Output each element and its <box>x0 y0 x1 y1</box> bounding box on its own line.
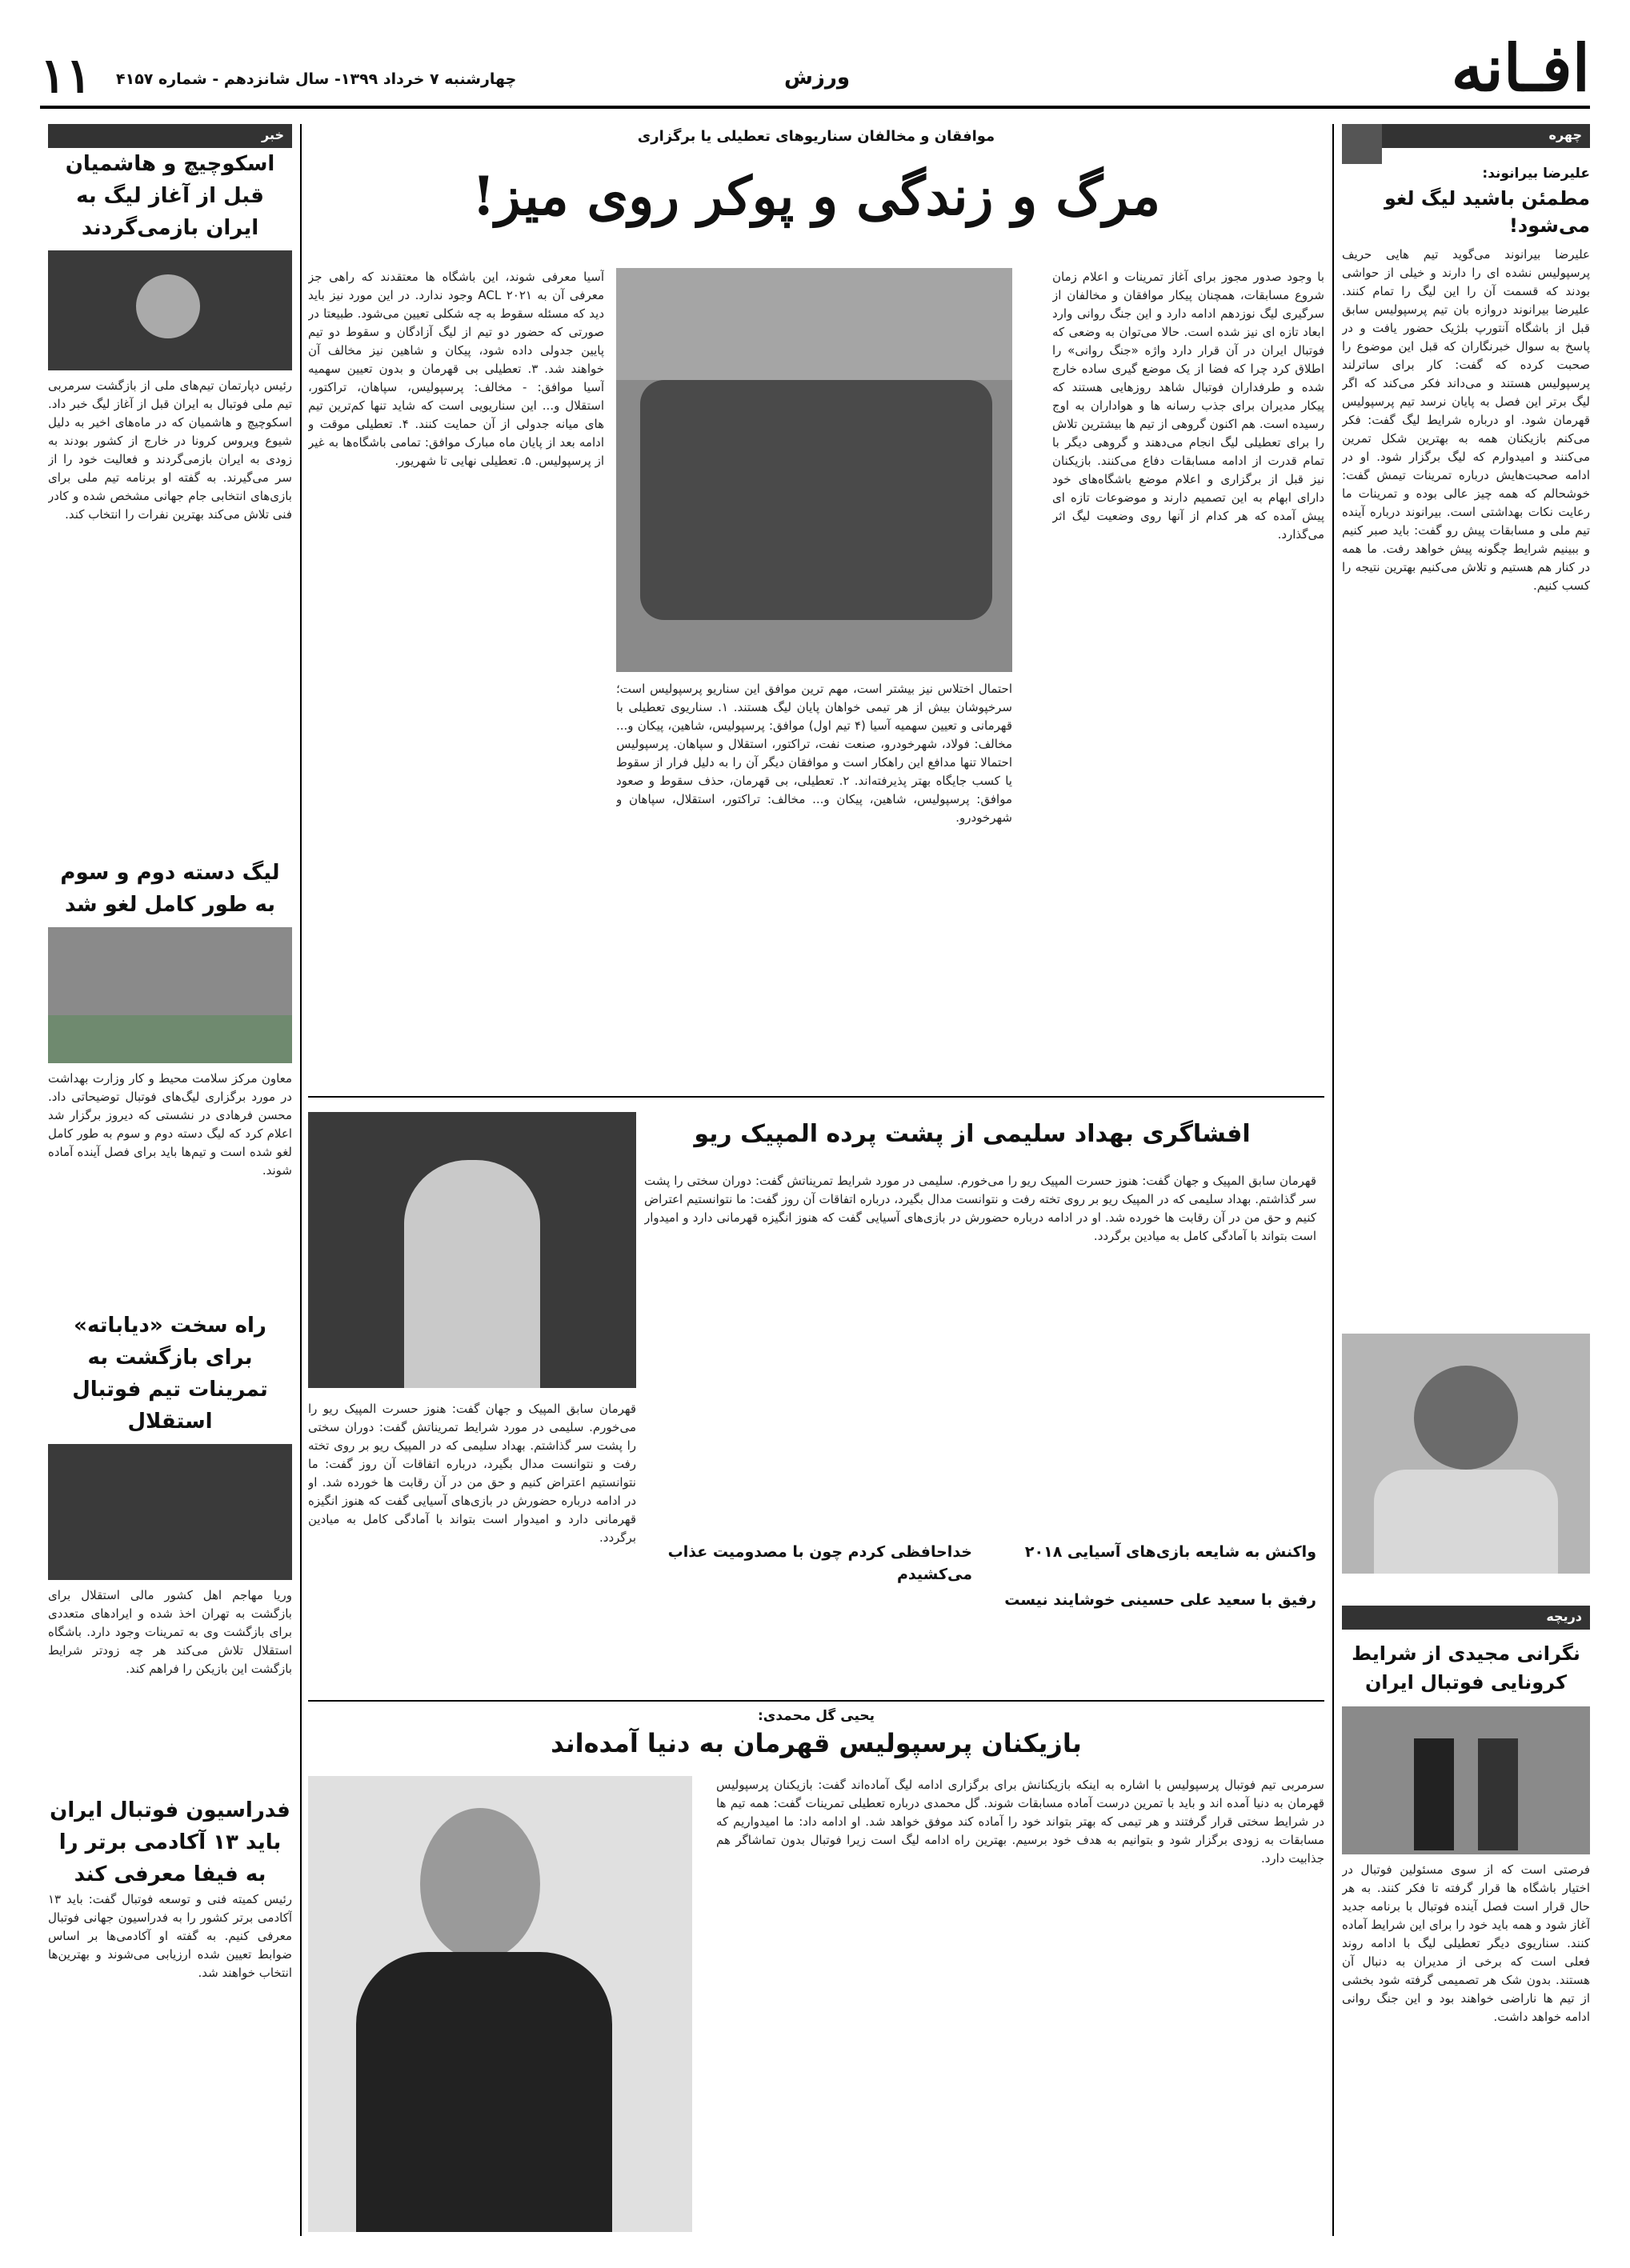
column-divider <box>300 124 302 2236</box>
salimi-body: قهرمان سابق المپیک و جهان گفت: هنوز حسرت المپیک ریو را می‌خورم. سلیمی در مورد شرایط تمریناتش گفت: دوران سختی را پشت سر گذاشتم. بهداد سلیمی که در المپیک ریو بر روی تخته رفت و نتوانست مدال بگیرد، درباره اتفاقات آن روز گفت: ما نتوانستیم اعتراض کنیم و حق من در آن رقابت ها خورده شد. او در ادامه درباره حضورش در بازی‌های آسیایی گفت که هنوز انگیزه قهرمانی دارد و امیدوار است بتواند با آمادگی کامل به میادین برگردد. <box>644 1174 1316 1243</box>
newspaper-logo: افـانه <box>1451 30 1590 106</box>
article-body: علیرضا بیرانوند می‌گوید تیم هایی حریف پرسپولیس نشده ای را دارند و خیلی از حواشی بودند که قسمت آن را این لیگ را تمام کنند. علیرضا بیرانوند دروازه بان تیم پرسپولیس سابق قبل از باشگاه آنتورپ بلژیک حضور یافت و در پاسخ به سوال خبرنگاران که قبل این موضوع را صحبت کرده که گفت: کار برای ساترلند پرسپولیس هستند و می‌داند فکر می‌کند که اگر لیگ برتر این فصل به پایان نرسد تیم پرسپولیس قهرمان شود. او درباره شرایط لیگ گفت: فکر می‌کنم بازیکنان همه به بهترین شکل تمرین می‌کنند و امیدوارم که لیگ برگزار شود. او در ادامه صحبت‌هایش درباره تمرینات تیمش گفت: خوشحالم که همه چیز عالی بوده و تمرینات ما رعایت نکات بهداشتی است. بیرانوند درباره آینده تیم ملی و مسابقات پیش رو گفت: باید صبر کنیم و ببینیم شرایط چگونه پیش خواهد رفت. ما همه در کنار هم هستیم و تلاش می‌کنیم بهترین نتیجه را کسب کنیم. <box>1342 247 1590 593</box>
news-body-3: وریا مهاجم اهل کشور مالی استقلال برای بازگشت به تهران اخذ شده و ایرادهای متعددی برای بازگشت وی به تمرینات وجود دارد. باشگاه استقلال تلاش می‌کند هر چه زودتر شرایط بازگشت این بازیکن را فراهم کند. <box>48 1588 292 1676</box>
salimi-sub-1: واکنش به شایعه بازی‌های آسیایی ۲۰۱۸ <box>1024 1543 1316 1561</box>
golmohammadi-story <box>308 1708 1324 2236</box>
news-tag: خبر <box>48 124 292 148</box>
masthead <box>40 30 1590 109</box>
section-tag: چهره <box>1342 124 1590 148</box>
portrait-icon <box>1342 124 1382 164</box>
coach-photo <box>1342 1706 1590 1854</box>
kicker: موافقان و مخالفان سناریوهای تعطیلی یا برگزاری <box>637 128 995 145</box>
main-title: مرگ و زندگی و پوکر روی میز! <box>471 165 1161 227</box>
salimi-story <box>308 1104 1324 1696</box>
news-photo-2 <box>48 927 292 1063</box>
section-divider <box>308 1700 1324 1702</box>
page-number: ۱۱ <box>40 48 92 104</box>
right-column <box>1342 124 1590 2236</box>
news-photo-1 <box>48 250 292 370</box>
article-column-3: آسیا معرفی شوند، این باشگاه ها معتقدند که راهی جز معرفی آن به ACL ۲۰۲۱ وجود ندارد. در این مورد نیز باید دید که مسئله سقوط به چه شکلی تعیین می‌شود. طبیعتا در صورتی که حضور دو تیم از لیگ آزادگان و سقوط دو تیم پایین جدولی داده شود، پیکان و شاهین نیز مخالف آن خواهند شد. ۳. تعطیلی بی قهرمان و بدون تعیین سهمیه آسیا موافق: - مخالف: پرسپولیس، سپاهان، تراکتور، استقلال و... این سناریویی است که شاید تنها کم‌ترین تیم های میانه جدولی از آن حمایت کنند. ۴. تعطیلی موقت و ادامه بعد از پایان ماه مبارک موافق: تمامی باشگاه‌ها به غیر از پرسپولیس. ۵. تعطیلی نهایی تا شهریور. <box>308 270 604 468</box>
main-article <box>308 128 1324 1088</box>
news-headline-3: راه سخت «دیاباته» برای بازگشت به تمرینات تیم فوتبال استقلال <box>72 1314 268 1434</box>
byline: علیرضا بیرانوند: <box>1482 166 1590 182</box>
salimi-sub-3: رفیق با سعید علی حسینی خوشایند نیست <box>1004 1591 1316 1609</box>
section-tag-bottom: دریچه <box>1342 1606 1590 1630</box>
news-headline-4: فدراسیون فوتبال ایران باید ۱۳ آکادمی برتر را به فیفا معرفی کند <box>50 1798 290 1886</box>
left-column <box>48 124 292 2236</box>
salimi-headline: افشاگری بهداد سلیمی از پشت پرده المپیک ریو <box>694 1120 1251 1148</box>
golmohammadi-photo <box>308 1776 692 2232</box>
bottom-body: فرصتی است که از سوی مسئولین فوتبال در اختیار باشگاه ها قرار گرفته تا فکر کنند. به هر حال قرار است فصل آینده فوتبال با برنامه جدید آغاز شود و همه باید خود را برای این شرایط آماده کنند. سناریوی دیگر تعطیلی لیگ با ادامه روند فعلی است که برخی از مدیران به دنبال آن هستند. بدون شک هر تصمیمی گرفته شود بخشی از تیم ها ناراضی خواهند بود و این جنگ روانی ادامه خواهد داشت. <box>1342 1862 1590 2024</box>
bottom-kicker: یحیی گل محمدی: <box>757 1708 875 1724</box>
section-title: ورزش <box>784 66 850 90</box>
section-divider <box>308 1096 1324 1098</box>
bottom-body: سرمربی تیم فوتبال پرسپولیس با اشاره به اینکه بازیکنانش برای برگزاری ادامه لیگ آماده‌اند گفت: بازیکنان پرسپولیس قهرمان به دنیا آمده اند و باید با تمرین درست آماده مسابقات شوند. گل محمدی درباره تعطیلی تمرینات گفت: همه تیم ها در شرایط سختی قرار گرفتند و هر تیمی که بهتر بتواند خود را آماده کند موفق خواهد شد. او ادامه داد: ما امیدواریم که مسابقات به زودی برگزار شود و بتوانیم به هدف خود برسیم. بهترین راه ادامه لیگ است زیرا فوتبال بدون تماشاگر هم جذابیت دارد. <box>716 1778 1324 1866</box>
news-body-1: رئیس دپارتمان تیم‌های ملی از بازگشت سرمربی تیم ملی فوتبال به ایران قبل از آغاز لیگ خبر داد. اسکوچیچ و هاشمیان که در ماه‌های اخیر به دلیل شیوع ویروس کرونا در خارج از کشور بودند به زودی به ایران بازمی‌گردند و فعالیت خود را از سر می‌گیرند. به گفته او برنامه تیم ملی برای بازی‌های انتخابی جام جهانی مشخص شده و کادر فنی تلاش می‌کند بهترین نفرات را انتخاب کند. <box>48 378 292 522</box>
news-photo-3 <box>48 1444 292 1580</box>
player-photo <box>1342 1334 1590 1574</box>
news-body-4: رئیس کمیته فنی و توسعه فوتبال گفت: باید ۱۳ آکادمی برتر کشور را به فدراسیون جهانی فوتبال معرفی کنیم. به گفته او آکادمی‌ها بر اساس ضوابط تعیین شده ارزیابی می‌شوند و بهترین‌ها انتخاب خواهند شد. <box>48 1892 292 1980</box>
salimi-photo <box>308 1112 636 1388</box>
article-column-1: با وجود صدور مجوز برای آغاز تمرینات و اعلام زمان شروع مسابقات، همچنان پیکار موافقان و مخالفان از سرگیری لیگ نوزدهم ادامه دارد و این جنگ روانی وارد ابعاد تازه ای نیز شده است. حالا می‌توان به وضعی که فوتبال ایران در آن قرار دارد واژه «جنگ روانی» را اطلاق کرد چرا که فضا از یک موضع گیری ساده خارج شده و طرفداران فوتبال شاهد روزهایی هستند که پیکار مدیران برای جذب رسانه ها و هواداران به اوج رسیده است. هم اکنون گروهی از تیم ها بیشترین تلاش را برای تعطیلی لیگ انجام می‌دهند و گروهی دیگر با تمام قدرت از ادامه مسابقات دفاع می‌کنند. بازیکنان نیز قبل از برگزاری و اعلام موضع باشگاه‌های خود دارای ابهام به این تصمیم دارند و موضوعات تازه ای پیش آمده که هر کدام از آنها روی وضعیت لیگ اثر می‌گذارد. <box>1052 270 1324 542</box>
news-headline-1: اسکوچیچ و هاشمیان قبل از آغاز لیگ به ایران بازمی‌گردند <box>65 152 275 240</box>
issue-line: چهارشنبه ۷ خرداد ۱۳۹۹- سال شانزدهم - شماره ۴۱۵۷ <box>116 70 517 88</box>
bottom-headline: نگرانی مجیدی از شرایط کرونایی فوتبال ایران <box>1352 1642 1580 1694</box>
team-photo <box>616 268 1012 672</box>
salimi-sub-2: خداحافظی کردم چون با مصدومیت عذاب می‌کشیدم <box>667 1543 972 1583</box>
column-divider <box>1332 124 1334 2236</box>
salimi-left-body: قهرمان سابق المپیک و جهان گفت: هنوز حسرت المپیک ریو را می‌خورم. سلیمی در مورد شرایط تمریناتش گفت: دوران سختی را پشت سر گذاشتم. بهداد سلیمی که در المپیک ریو بر روی تخته رفت و نتوانست مدال بگیرد، درباره اتفاقات آن روز گفت: ما نتوانستیم اعتراض کنیم و حق من در آن رقابت ها خورده شد. او در ادامه درباره حضورش در بازی‌های آسیایی گفت که هنوز انگیزه قهرمانی دارد و امیدوار است بتواند با آمادگی کامل به میادین برگردد. <box>308 1402 636 1545</box>
news-headline-2: لیگ دسته دوم و سوم به طور کامل لغو شد <box>60 861 280 917</box>
article-column-2: احتمال اختلاس نیز بیشتر است، مهم ترین موافق این سناریو پرسپولیس است؛ سرخپوشان بیش از هر تیمی خواهان پایان لیگ هستند. ۱. سناریوی تعطیلی با قهرمانی و تعیین سهمیه آسیا (۴ تیم اول) موافق: پرسپولیس، شاهین، پیکان و... مخالف: فولاد، شهرخودرو، صنعت نفت، تراکتور، استقلال و سپاهان. پرسپولیس احتمالا تنها مدافع این راهکار است و موافقان دیگر آن را به دلیل فرار از سقوط یا کسب جایگاه بهتر پذیرفته‌اند. ۲. تعطیلی، بی قهرمان، حذف سقوط و صعود موافق: پرسپولیس، شاهین، پیکان و... مخالف: تراکتور، استقلال، سپاهان و شهرخودرو. <box>616 682 1012 825</box>
headline: مطمئن باشید لیگ لغو می‌شود! <box>1384 187 1590 237</box>
news-body-2: معاون مرکز سلامت محیط و کار وزارت بهداشت در مورد برگزاری لیگ‌های فوتبال توضیحاتی داد. محسن فرهادی در نشستی که دیروز برگزار شد اعلام کرد که لیگ دسته دوم و سوم به طور کامل لغو شده است و تیم‌ها باید برای فصل آینده آماده شوند. <box>48 1071 292 1178</box>
bottom-headline: بازیکنان پرسپولیس قهرمان به دنیا آمده‌اند <box>551 1728 1082 1758</box>
